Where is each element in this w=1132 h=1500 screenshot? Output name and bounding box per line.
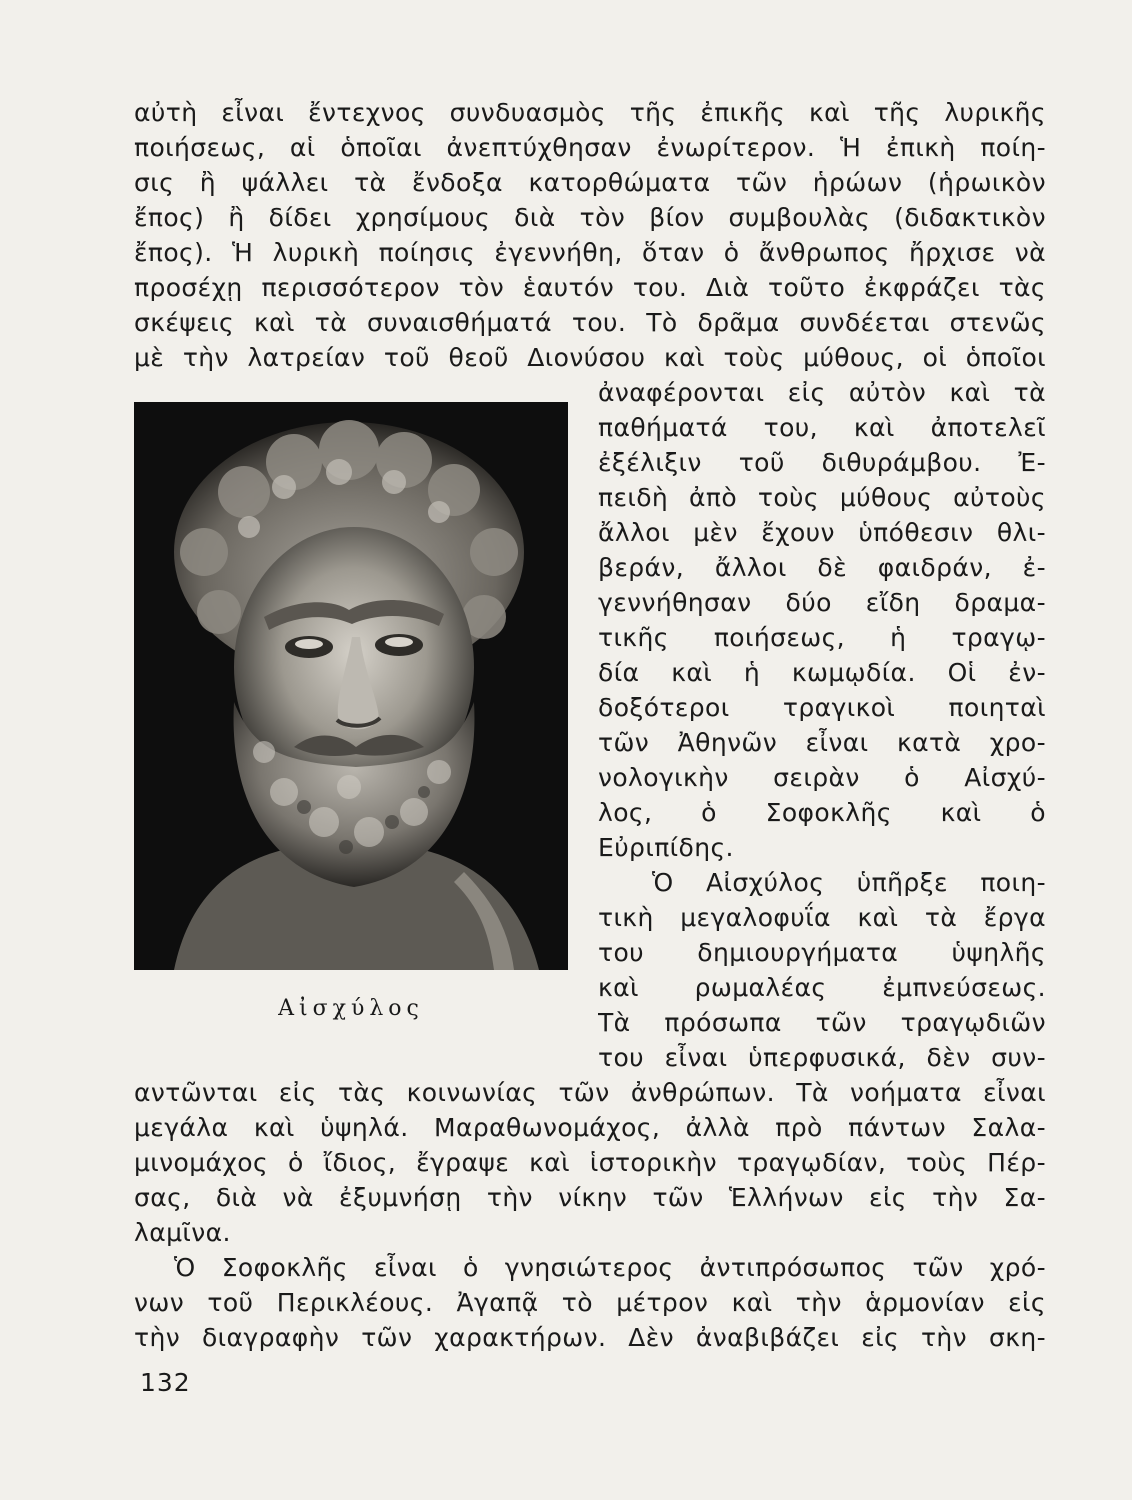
portrait-caption: Αἰσχύλος	[278, 996, 424, 1021]
text-line: καὶ ρωμαλέας ἐμπνεύσεως.	[598, 973, 1046, 1002]
page-number: 132	[140, 1368, 191, 1397]
aeschylus-portrait	[134, 402, 568, 970]
text-line: νων τοῦ Περικλέους. Ἀγαπᾷ τὸ μέτρον καὶ τὴν ἁρμονίαν εἰς	[134, 1288, 1046, 1317]
text-line: μὲ τὴν λατρείαν τοῦ θεοῦ Διονύσου καὶ τοὺς μύθους, οἱ ὁποῖοι	[134, 343, 1046, 372]
text-line: σας, διὰ νὰ ἐξυμνήσῃ τὴν νίκην τῶν Ἑλλήνων εἰς τὴν Σα-	[134, 1183, 1046, 1212]
text-line: μεγάλα καὶ ὑψηλά. Μαραθωνομάχος, ἀλλὰ πρὸ πάντων Σαλα-	[134, 1113, 1046, 1142]
text-line: του δημιουργήματα ὑψηλῆς	[598, 938, 1046, 967]
text-line: τικῆς ποιήσεως, ἡ τραγῳ-	[598, 623, 1046, 652]
text-line: Τὰ πρόσωπα τῶν τραγῳδιῶν	[598, 1008, 1046, 1037]
text-line: παθήματά του, καὶ ἀποτελεῖ	[598, 413, 1046, 442]
text-line: αντῶνται εἰς τὰς κοινωνίας τῶν ἀνθρώπων. Τὰ νοήματα εἶναι	[134, 1078, 1046, 1107]
text-line: Εὐριπίδης.	[598, 833, 734, 862]
text-line: Ὁ Αἰσχύλος ὑπῆρξε ποιη-	[652, 868, 1046, 897]
text-line: του εἶναι ὑπερφυσικά, δὲν συν-	[598, 1043, 1046, 1072]
text-line: ἄλλοι μὲν ἔχουν ὑπόθεσιν θλι-	[598, 518, 1046, 547]
text-line: Ὁ Σοφοκλῆς εἶναι ὁ γνησιώτερος ἀντιπρόσωπος τῶν χρό-	[174, 1253, 1046, 1282]
text-line: γεννήθησαν δύο εἴδη δραμα-	[598, 588, 1046, 617]
text-line: ἔπος). Ἡ λυρικὴ ποίησις ἐγεννήθη, ὅταν ὁ ἄνθρωπος ἤρχισε νὰ	[134, 238, 1046, 267]
bust-photo-illustration	[134, 402, 568, 970]
text-line: βεράν, ἄλλοι δὲ φαιδράν, ἐ-	[598, 553, 1046, 582]
text-line: αὐτὴ εἶναι ἔντεχνος συνδυασμὸς τῆς ἐπικῆς καὶ τῆς λυρικῆς	[134, 98, 1046, 127]
text-line: σκέψεις καὶ τὰ συναισθήματά του. Τὸ δρᾶμα συνδέεται στενῶς	[134, 308, 1046, 337]
text-line: σις ἢ ψάλλει τὰ ἔνδοξα κατορθώματα τῶν ἡρώων (ἡρωικὸν	[134, 168, 1046, 197]
text-line: ποιήσεως, αἱ ὁποῖαι ἀνεπτύχθησαν ἐνωρίτερον. Ἡ ἐπικὴ ποίη-	[134, 133, 1046, 162]
text-line: ἔπος) ἢ δίδει χρησίμους διὰ τὸν βίον συμβουλὰς (διδακτικὸν	[134, 203, 1046, 232]
text-line: δία καὶ ἡ κωμῳδία. Οἱ ἐν-	[598, 658, 1046, 687]
text-line: μινομάχος ὁ ἴδιος, ἔγραψε καὶ ἱστορικὴν τραγῳδίαν, τοὺς Πέρ-	[134, 1148, 1046, 1177]
text-line: τὴν διαγραφὴν τῶν χαρακτήρων. Δὲν ἀναβιβάζει εἰς τὴν σκη-	[134, 1323, 1046, 1352]
text-line: τικὴ μεγαλοφυΐα καὶ τὰ ἔργα	[598, 903, 1046, 932]
text-line: ἀναφέρονται εἰς αὐτὸν καὶ τὰ	[598, 378, 1046, 407]
text-line: ἐξέλιξιν τοῦ διθυράμβου. Ἐ-	[598, 448, 1046, 477]
text-line: τῶν Ἀθηνῶν εἶναι κατὰ χρο-	[598, 728, 1046, 757]
text-line: πειδὴ ἀπὸ τοὺς μύθους αὐτοὺς	[598, 483, 1046, 512]
text-line: λος, ὁ Σοφοκλῆς καὶ ὁ	[598, 798, 1046, 827]
text-line: νολογικὴν σειρὰν ὁ Αἰσχύ-	[598, 763, 1046, 792]
text-line: λαμῖνα.	[134, 1218, 231, 1247]
text-line: δοξότεροι τραγικοὶ ποιηταὶ	[598, 693, 1046, 722]
text-line: προσέχῃ περισσότερον τὸν ἑαυτόν του. Διὰ τοῦτο ἐκφράζει τὰς	[134, 273, 1046, 302]
